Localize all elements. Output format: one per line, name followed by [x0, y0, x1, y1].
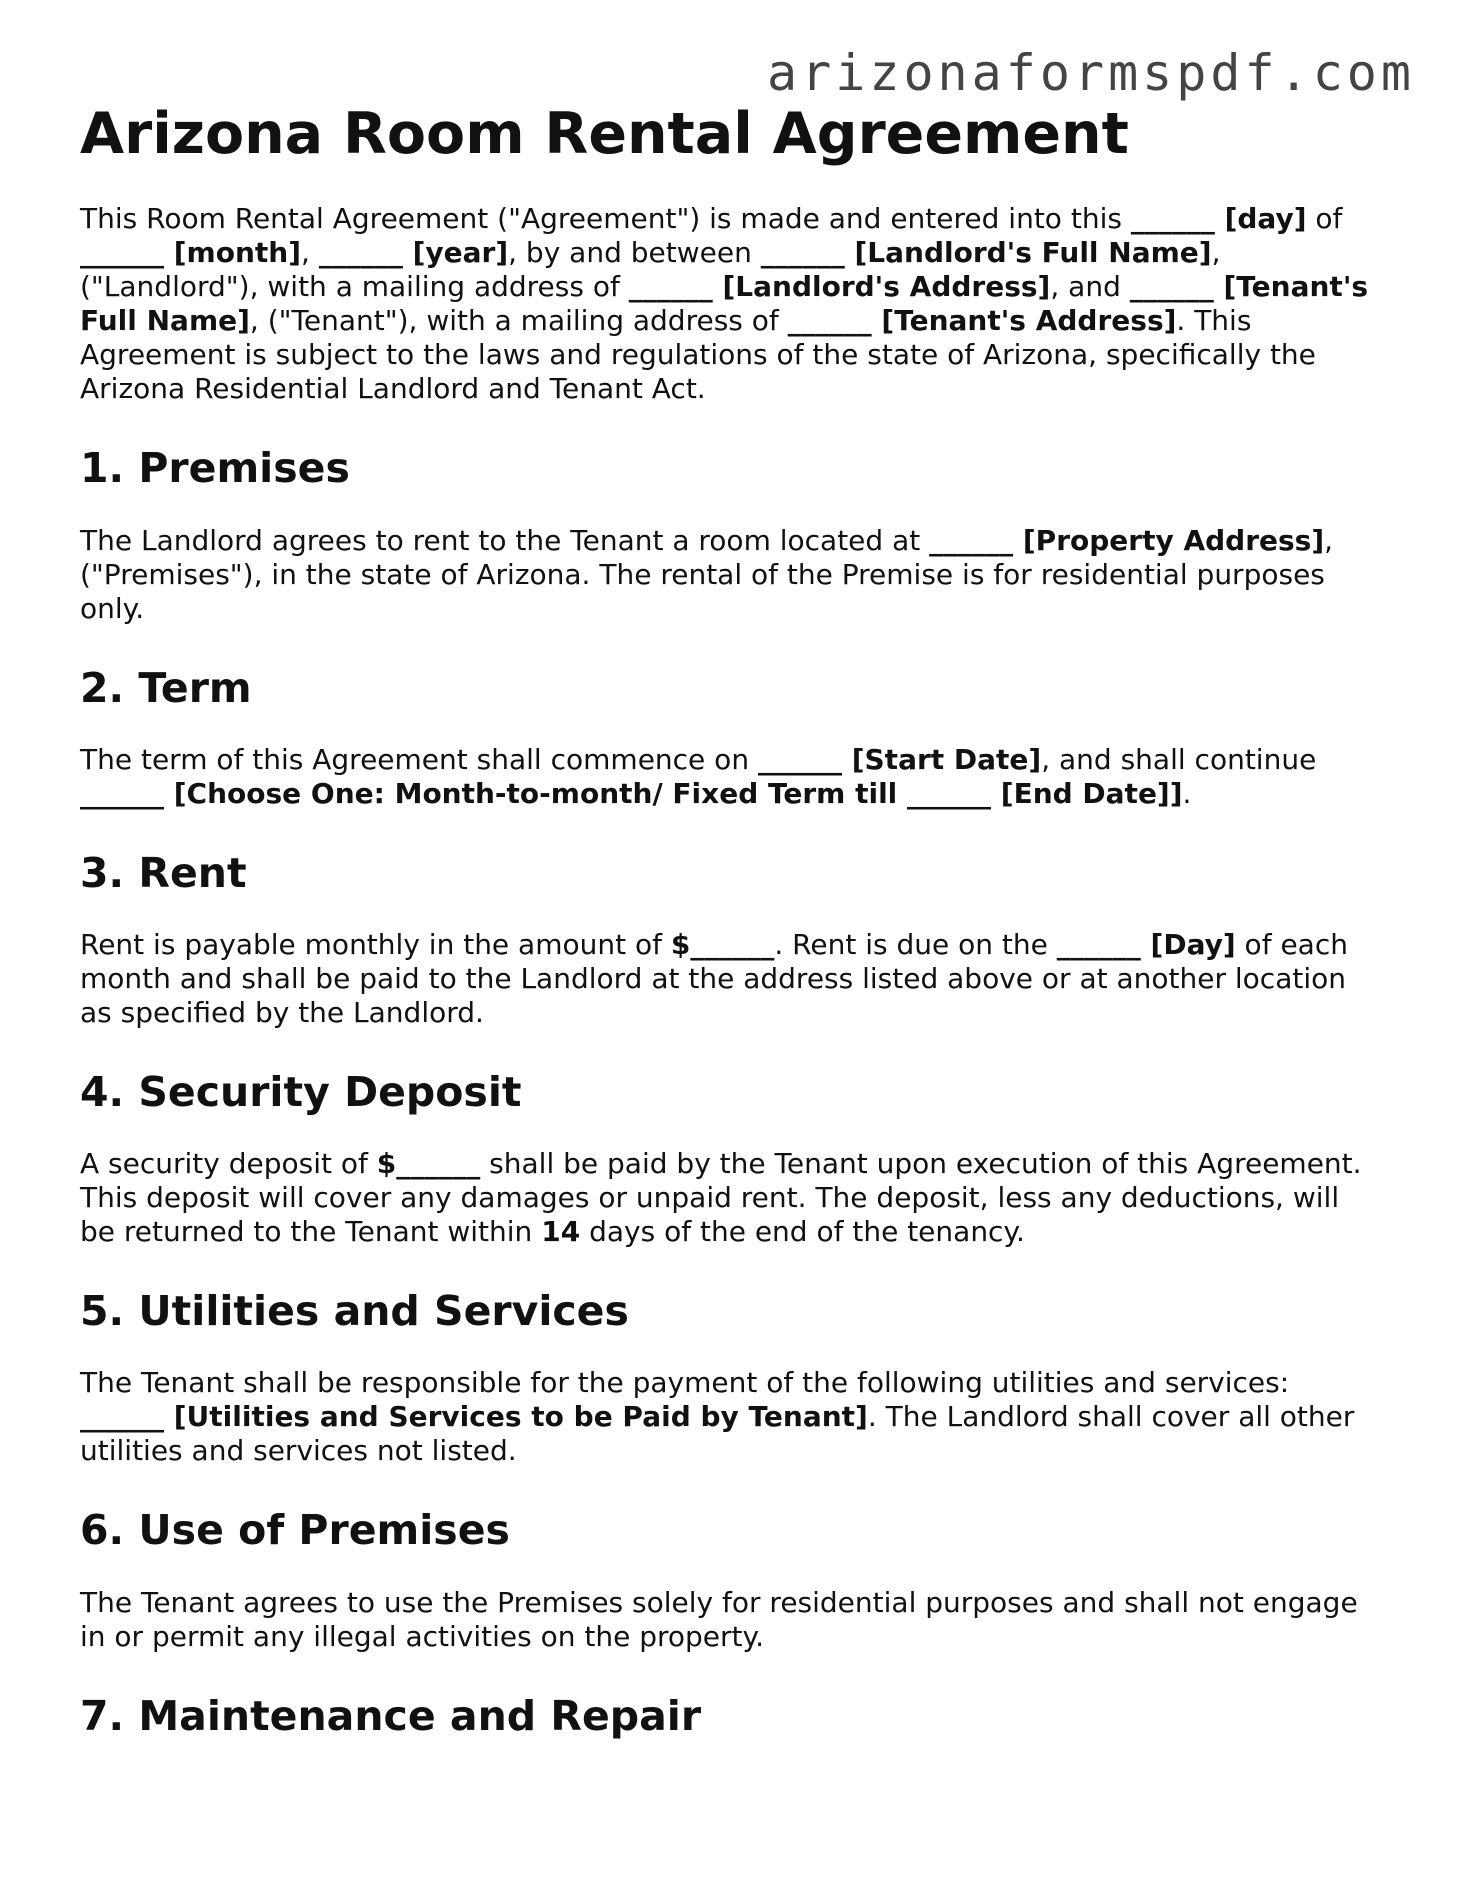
landlord-address-field: ______ [Landlord's Address]	[628, 270, 1051, 304]
section-body-term	[80, 743, 1380, 811]
intro-text: , ("Tenant"), with a mailing address of	[249, 304, 788, 338]
body-text: A security deposit of	[80, 1147, 377, 1181]
section-heading-security-deposit: 4. Security Deposit	[80, 1067, 522, 1116]
document-title: Arizona Room Rental Agreement	[80, 101, 1129, 167]
intro-text: of	[1306, 202, 1343, 236]
body-text: . The Landlord shall cover all other utilities and services not listed.	[80, 1400, 1355, 1468]
intro-text: . This Agreement is subject to the laws and regulations of the state of Arizona, specifically the Arizona Residential Landlord and Tenant Act.	[80, 304, 1316, 406]
day-field: ______ [day]	[1130, 202, 1307, 236]
section-body-rent	[80, 928, 1380, 1030]
body-text: shall be paid by the Tenant upon execution of this Agreement. This deposit will cover any damages or unpaid rent. The deposit, less any deductions, will be returned to the Tenant within	[80, 1147, 1362, 1249]
body-text: Rent is payable monthly in the amount of	[80, 927, 671, 961]
tenant-address-field: ______ [Tenant's Address]	[787, 304, 1177, 338]
start-date-field: ______ [Start Date]	[757, 742, 1042, 776]
body-text: . Rent is due on the	[774, 927, 1057, 961]
deposit-amount-field: $______	[376, 1147, 481, 1181]
intro-text: ,	[301, 236, 319, 270]
site-watermark: arizonaformspdf.com	[767, 44, 1415, 102]
body-text: .	[1182, 776, 1192, 810]
section-heading-utilities: 5. Utilities and Services	[80, 1287, 629, 1336]
section-body-use-of-premises	[80, 1586, 1380, 1654]
intro-text: , ("Landlord"), with a mailing address of	[80, 236, 1221, 304]
section-heading-premises: 1. Premises	[80, 444, 350, 493]
return-days-value: 14	[541, 1215, 581, 1249]
term-type-field: ______ [Choose One: Month-to-month/ Fixed Term till ______ [End Date]]	[80, 776, 1183, 810]
intro-text: , by and between	[508, 236, 761, 270]
section-heading-rent: 3. Rent	[80, 848, 247, 897]
section-body-utilities	[80, 1366, 1380, 1468]
body-text: The Tenant shall be responsible for the payment of the following utilities and services:	[80, 1366, 1290, 1400]
month-field: ______ [month]	[80, 236, 302, 270]
utilities-field: ______ [Utilities and Services to be Paid by Tenant]	[80, 1400, 868, 1434]
section-heading-use-of-premises: 6. Use of Premises	[80, 1506, 510, 1555]
body-text: The term of this Agreement shall commence on	[80, 742, 758, 776]
intro-text: , and	[1050, 270, 1130, 304]
body-text: The Landlord agrees to rent to the Tenant a room located at	[80, 523, 930, 557]
document-page	[80, 100, 1380, 1771]
body-text: The Tenant agrees to use the Premises solely for residential purposes and shall not engage in or permit any illegal activities on the property.	[80, 1585, 1358, 1653]
body-text: days of the end of the tenancy.	[580, 1215, 1025, 1249]
section-heading-term: 2. Term	[80, 663, 252, 712]
section-body-security-deposit	[80, 1147, 1380, 1249]
intro-paragraph	[80, 202, 1380, 406]
tenant-name-field: ______ [Tenant's Full Name]	[80, 270, 1369, 338]
rent-due-day-field: ______ [Day]	[1056, 927, 1236, 961]
rent-amount-field: $______	[670, 927, 775, 961]
year-field: ______ [year]	[318, 236, 509, 270]
body-text: of each month and shall be paid to the Landlord at the address listed above or at another location as specified by the Landlord.	[80, 927, 1348, 1029]
section-heading-maintenance: 7. Maintenance and Repair	[80, 1691, 702, 1740]
landlord-name-field: ______ [Landlord's Full Name]	[760, 236, 1212, 270]
property-address-field: ______ [Property Address]	[929, 523, 1325, 557]
body-text: , ("Premises"), in the state of Arizona. The rental of the Premise is for residential purposes only.	[80, 523, 1334, 625]
intro-text: This Room Rental Agreement ("Agreement") is made and entered into this	[80, 202, 1131, 236]
section-body-premises	[80, 524, 1380, 626]
body-text: , and shall continue	[1041, 742, 1317, 776]
